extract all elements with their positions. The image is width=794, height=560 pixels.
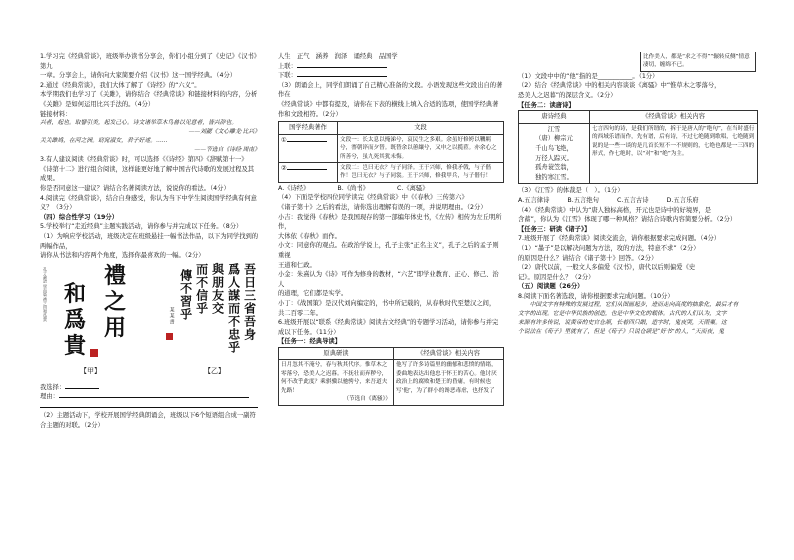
question-8-passage-2: 文字的出现。它是中华民族的创造，也是中华文化的载体。古代的人们认为，文字	[518, 311, 727, 318]
question-5-intro-3: 请你从书法和内容两个角度，选择你最喜欢的一幅。（2分）	[40, 252, 205, 260]
question-3c: （3）《江雪》的体裁是（ ）。（1分）	[518, 187, 624, 195]
option-c[interactable]: C.《离骚》	[396, 184, 429, 192]
question-4b-line-10: 共二百零二年。	[278, 309, 323, 317]
question-4b-line-9: 小丁：《战国策》是汉代刘向编定的，书中所记载的，从春秋时代至楚汉之间，	[278, 299, 496, 307]
option-a[interactable]: A.《诗经》	[278, 184, 310, 192]
option-3c-b[interactable]: B.五言绝句	[567, 196, 599, 204]
column-1	[40, 52, 260, 431]
seal-stamp-yi	[166, 333, 173, 340]
question-5-2: （2）主题活动下，学校开展国学经典朗诵会，班级以下6个短语组合成一副符合主题的对联。（2分）	[40, 412, 256, 430]
table-row	[279, 162, 504, 182]
question-7-line-3: 的原因是什么？请结合《诸子第十》回答。（2分）	[518, 254, 658, 262]
question-2c-line-2: 恐美人之迟暮”的深层含义。（2分）	[518, 92, 617, 99]
calligraphy-yi-col-4: 而不信乎	[194, 262, 209, 315]
question-4b-line-2: 《诸子第十》之后的看法，请你选出理解有误的一项，并说明理由。（2分）	[278, 203, 487, 211]
calligraphy-jia-char-6: 貴	[64, 332, 87, 359]
reason-blank-2[interactable]	[40, 407, 258, 408]
question-8-passage-4: 个说法在《荀子》里就有了，但是《荀子》只说仓颉是“好书”的人，“天而夜，鬼	[518, 329, 724, 336]
reason-label: 理由：	[40, 393, 59, 401]
table-cell-blank-1[interactable]: ①	[279, 134, 338, 162]
lower-couplet-line	[278, 71, 504, 81]
question-7-line-5: 记》。原因是什么？（2分）	[518, 273, 595, 281]
couplet-words: 人生 正气 涵养 润泽 诵经典 品国学	[278, 53, 398, 60]
choice-blank[interactable]	[65, 388, 99, 389]
question-3b-line-2: 《经典常谈》中都有提及，请你在下表的横线上填入合适的选项，使国学经典著作和文段相符。（2分）	[278, 100, 499, 118]
question-3-line-3: 你是否同意这一建议？请结合名著阅读方法，说说你的看法。（4分）	[40, 184, 230, 192]
table2-header-related: 《经典常谈》相关内容	[394, 347, 504, 360]
link-source-2: ——节选自《诗经·周南》	[194, 147, 260, 154]
question-4: 4.阅读完《经典常谈》，结合自身感受，你认为当下中学生阅读国学经典有何意义？（3分）	[40, 194, 257, 212]
poem-line-2: 万径人踪灭。	[535, 154, 573, 162]
calligraphy-yi-col-1: 吾日三省吾身	[242, 262, 257, 341]
lower-couplet-blank[interactable]	[297, 76, 387, 77]
column-3	[518, 52, 758, 337]
table-cell-passage-2: 文段二：岂曰无衣？与子同泽。王于兴师，修我矛戟，与子偕作！岂曰无衣？与子同裳。王于兴师，修我甲兵，与子偕行！	[338, 162, 504, 182]
option-3c-c[interactable]: C.五言古诗	[616, 196, 649, 204]
question-1-line-1: 1.学习完《经典常谈》，班级举办读书分享会，你们小组分到了《史记》《汉书》第九	[40, 53, 257, 70]
question-4b-line-5: 小文：同意你的观点。在政治学说上，孔子主张“正名主义”，孔子之后的孟子则重视	[278, 242, 499, 259]
question-2-line-2: 本学期我们也学习了《关雎》，请你结合《经典常谈》和链接材料的内容，分析《关雎》是如何运用比兴手法的。（4分）	[40, 91, 258, 108]
continued-table-cell: 比作美人，都是“求之不得”“辗转反侧”情意凄切，缠绵不已。	[640, 52, 756, 72]
question-4c-line-1: （4）《经典常谈》中认为“唐人独标高格，开元也是诗中的好境界，是	[518, 206, 712, 214]
upper-couplet-blank[interactable]	[297, 67, 387, 68]
question-4b-line-3: 小吉：我觉得《春秋》是我国现存的第一部编年体史书，《左传》相传为左丘明所作，	[278, 213, 502, 231]
table-row	[519, 123, 758, 184]
link-source-1: ——刘勰《文心雕龙·比兴》	[188, 129, 260, 136]
question-2c-line-1: （2）结合《经典常谈》中的相关内容谈谈《离骚》中“惟草木之零落兮，	[518, 82, 721, 90]
table2-cell-related: 他写了许多诗篇里的幽郁和悲愤的情绪，委曲地表达出他忠于怀王的苦心。他讨厌政治上的腐败和楚王的昏庸，有时候也写‘他’，为了群小的谗恶毒虐，也抒发了	[394, 360, 504, 405]
option-b[interactable]: B.《尚书》	[337, 184, 369, 192]
table-header-passage: 文段	[338, 122, 504, 135]
link-text-1: 兴者，起也。取譬引类，起发己心。诗文诸举草木鸟兽以见意者，皆兴辞也。	[40, 120, 238, 127]
calligraphy-jia-char-2: 之	[104, 288, 127, 315]
column-2	[278, 52, 504, 406]
question-3c-options	[518, 196, 758, 206]
reason-blank[interactable]	[59, 397, 249, 398]
question-3b-line-1: （3）朗诵会上，同学们朗诵了自己精心准备的文段。小语发现这些文段出自的著作在	[278, 81, 503, 99]
question-7-line-4: （2）唐代以前，一般文人多偏爱《汉书》，唐代以后则偏爱《史	[518, 264, 696, 272]
table2-source: （节选自《离骚》）	[343, 396, 391, 403]
poem-line-1: 千山鸟飞绝，	[535, 144, 573, 152]
classics-match-table	[278, 121, 504, 183]
question-8-passage-3: 来源有许多传说，说黄帝的史官仓颉，长着四只眼，造字时，鬼夜哭，天雨粟。这	[518, 320, 727, 327]
question-8-line-1: 8.阅读下面名著选段，请你根据要求完成问题。（10分）	[518, 292, 674, 300]
table2-header-original: 原典研读	[279, 347, 394, 360]
calligraphy-jia-char-4: 和	[64, 280, 87, 307]
question-4c-line-2: 含蓄”，你认为《江雪》体现了哪一种风格？请结合诗歌内容简要分析。（2分）	[518, 216, 737, 224]
calligraphy-jia-char-5: 爲	[64, 306, 87, 333]
question-8-passage-1: 中国文字有特殊的发展过程，它们从图画起步，进而走向高度的抽象化，最后才有	[518, 302, 739, 309]
task-1-heading: 【任务一：经典导读】	[278, 338, 341, 346]
table-cell-passage-1: 文段一：长太息以掩涕兮，哀民生之多艰。余虽好修姱以鞿羁兮，謇朝谇而夕替。既替余以蕙纕兮，又申之以揽茝。亦余心之所善兮，虽九死其犹未悔。	[338, 134, 504, 162]
link-text-2: 关关雎鸠，在河之洲。窈窕淑女，君子好逑。……	[40, 138, 168, 145]
table3-cell-related: 七言四句的诗，是我们所谓的，拆于是唐人的“绝句”，在当时盛行的西域乐谱而作，先有谱，后有诗，不过七绝随到歌唱，七绝随到说的是一些一谈的是几首长短不一不规则的，七绝也都是一三四的形式，作七绝时，以“对”和“绝”为主。	[590, 123, 758, 184]
section-5-heading: （五）阅读题（26分）	[518, 283, 584, 291]
question-4b-line-1: （4）下面是学校四位同学读完《经典常谈》中《《春秋》三传第六》	[278, 194, 468, 202]
table3-header-poem: 唐诗经典	[519, 111, 590, 124]
table-header-classic: 国学经典著作	[279, 122, 338, 135]
question-1c: （1）文段中中的“他”指的是___________。（1分）	[518, 72, 659, 80]
question-5-intro-2: （1）为响应学校活动，班级决定在班级悬挂一幅书法作品，以下为同学找到的两幅作品，	[40, 232, 259, 250]
calligraphy-yi-col-2: 爲人謀而不忠乎	[226, 262, 241, 354]
calligraphy-yi	[158, 262, 260, 375]
table3-cell-poem	[519, 123, 590, 184]
option-3c-a[interactable]: A.五言律诗	[518, 196, 550, 204]
table2-cell-original: 日月忽其不淹兮，春与秋其代序。惟草木之零落兮，恐美人之迟暮。不抚壮而弃秽兮，何不改乎此度？乘骐骥以驰骋兮，来吾道夫先路！ （节选自《离骚》）	[279, 360, 394, 405]
table-row	[279, 360, 504, 405]
link-label: 链接材料：	[40, 110, 72, 118]
tang-poem-table	[518, 110, 758, 184]
calligraphy-yi-label: 【乙】	[204, 366, 225, 375]
question-4b-line-8: 的道理，它们都是实学。	[278, 290, 348, 298]
question-3-line-1: 3.有人建议阅读《经典常谈》时，可以选择《《诗经》第四》《辞赋第十一》	[40, 156, 248, 164]
task-3-heading: 【任务三：研读《诸子》】	[518, 225, 591, 233]
question-3-line-2: 《诗第十二》进行组合阅读，这样能更好地了解中国古代诗歌的发展过程及其成果。	[40, 165, 255, 183]
choice-label: 我选择：	[40, 383, 66, 391]
task-2-heading: 【任务二：读唐诗】	[518, 101, 575, 109]
continued-table-left-spacer	[518, 52, 640, 72]
continued-table-row	[518, 52, 758, 72]
poem-title: 江雪	[547, 125, 561, 133]
question-2-line-1: 2.通过《经典常谈》，我们大体了解了《诗经》的“六义”。	[40, 81, 201, 89]
answer-options	[278, 184, 504, 194]
calligraphy-jia-inscription: 孔子論語 學而篇 禮之用和爲貴	[43, 266, 48, 322]
section-4-heading: （四）综合性学习（19分）	[40, 213, 119, 221]
choice-line	[40, 383, 260, 393]
table-cell-blank-2[interactable]: ②	[279, 162, 338, 182]
poem-author: （唐）柳宗元	[535, 135, 573, 143]
seal-stamp-jia	[90, 349, 98, 357]
question-4b-line-4: 大体依《春秋》而作。	[278, 232, 341, 240]
question-4b-line-6: 王道和仁政。	[278, 261, 316, 269]
upper-couplet-label: 上联：	[278, 62, 297, 70]
calligraphy-yi-col-3: 與朋友交	[210, 262, 225, 315]
table3-header-related: 《经典常谈》相关内容	[590, 111, 758, 124]
poem-line-3: 孤舟蓑笠翁，	[535, 164, 573, 172]
calligraphy-jia	[40, 262, 150, 375]
lower-couplet-label: 下联：	[278, 72, 297, 80]
reason-line-2	[40, 402, 260, 412]
option-3c-d[interactable]: D.五言乐府	[666, 196, 699, 204]
table-row	[279, 134, 504, 162]
calligraphy-area	[40, 263, 260, 383]
question-7-line-1: 7.班级开展了《经典常谈》阅读交流会，请你根据要求完成问题。（4分）	[518, 235, 721, 243]
calligraphy-jia-char-3: 用	[104, 314, 127, 341]
question-4b-line-7: 小金：朱熹认为《诗》可作为修身的教材，“六艺”即学业教育、正心、修己、治人	[278, 271, 499, 288]
reason-line	[40, 392, 260, 402]
question-5-intro-1: 5.学校举行“走近经典”主题实践活动，请你参与并完成以下任务。（8分）	[40, 223, 243, 231]
classics-reading-table	[278, 347, 504, 406]
calligraphy-jia-char-1: 禮	[104, 262, 127, 289]
poem-line-4: 独钓寒江雪。	[535, 173, 573, 181]
question-6: 6.班级开展以“联系《经典常谈》阅读古文经典”的专题学习活动，请你参与并完成以下任务。（11分）	[278, 319, 499, 336]
calligraphy-yi-signature: 某某書	[168, 306, 175, 325]
upper-couplet-line	[278, 62, 504, 72]
question-1-line-2: 一章。分享会上，请你向大家简要介绍《汉书》这一国学经典。（4分）	[40, 72, 237, 80]
calligraphy-jia-label: 【甲】	[80, 366, 101, 375]
question-7-line-2: （1）“墨子”是以解决问题为方法，攻的方法，特意不求”（2分）	[518, 244, 700, 252]
calligraphy-yi-col-5: 傳不習乎	[178, 268, 193, 321]
